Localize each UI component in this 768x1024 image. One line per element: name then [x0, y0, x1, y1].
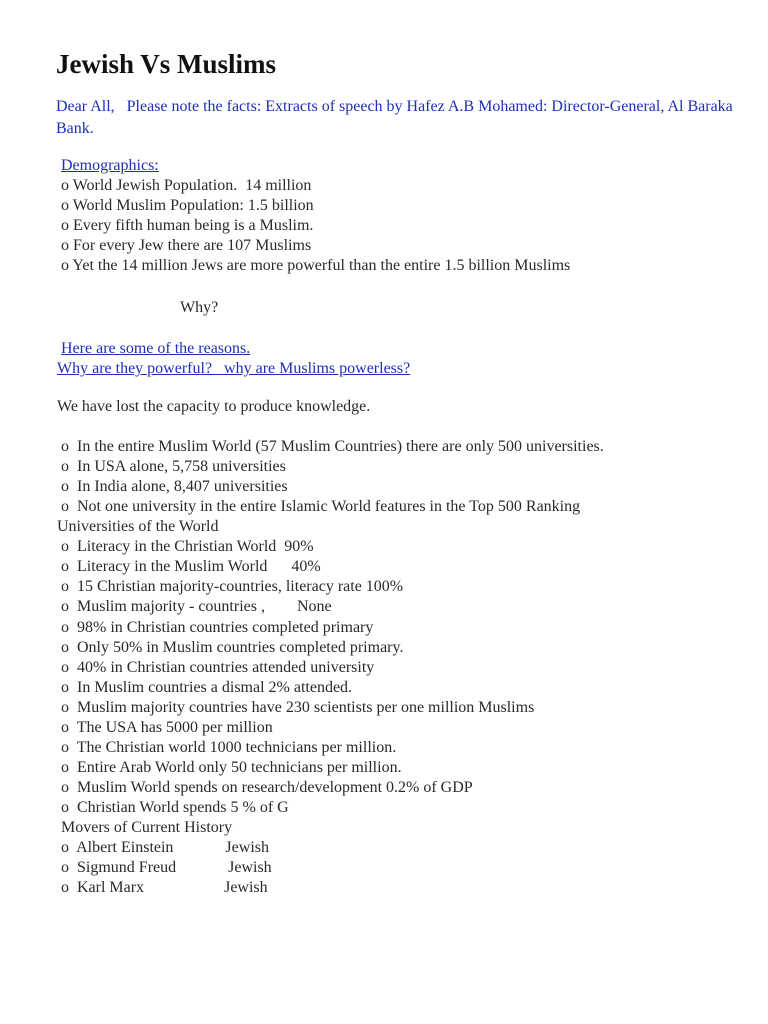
fact-item: o In Muslim countries a dismal 2% attended.: [57, 678, 353, 696]
intro-paragraph: [56, 96, 736, 140]
demographics-item: o World Muslim Population: 1.5 billion: [61, 197, 314, 214]
fact-item: o Not one university in the entire Islamic World features in the Top 500 Ranking: [57, 498, 581, 516]
fact-item: o Entire Arab World only 50 technicians per million.: [57, 758, 402, 776]
demographics-item: o Every fifth human being is a Muslim.: [61, 217, 314, 234]
fact-item: o In USA alone, 5,758 universities: [57, 458, 286, 476]
why-question: Why?: [180, 299, 219, 316]
fact-item: o Albert Einstein Jewish: [57, 839, 269, 856]
fact-item: o Literacy in the Christian World 90%: [57, 538, 314, 556]
page-title: Jewish Vs Muslims: [56, 49, 277, 79]
fact-item: o Only 50% in Muslim countries completed primary.: [57, 638, 404, 656]
fact-item: o In the entire Muslim World (57 Muslim Countries) there are only 500 universities.: [57, 438, 604, 455]
fact-item: o Karl Marx Jewish: [57, 879, 268, 897]
demographics-item: o World Jewish Population. 14 million: [61, 177, 312, 194]
greeting: Dear All,: [56, 98, 115, 115]
demographics-item: o Yet the 14 million Jews are more powerful than the entire 1.5 billion Muslims: [61, 257, 571, 274]
fact-item: o 98% in Christian countries completed primary: [57, 618, 374, 636]
fact-item: o In India alone, 8,407 universities: [57, 478, 288, 496]
knowledge-intro: We have lost the capacity to produce knowledge.: [57, 398, 371, 415]
fact-item: o Literacy in the Muslim World 40%: [57, 558, 321, 576]
fact-item: o Sigmund Freud Jewish: [57, 859, 272, 876]
intro-text: Please note the facts: Extracts of speech by Hafez A.B Mohamed: Director-General, Al Baraka Bank.: [56, 98, 733, 137]
fact-item: o The USA has 5000 per million: [57, 718, 273, 736]
fact-item: o Muslim World spends on research/development 0.2% of GDP: [57, 778, 473, 796]
fact-item: o 15 Christian majority-countries, literacy rate 100%: [57, 578, 404, 596]
fact-item: o Christian World spends 5 % of G: [57, 798, 289, 816]
demographics-item: o For every Jew there are 107 Muslims: [61, 237, 312, 254]
fact-item: o Muslim majority countries have 230 scientists per one million Muslims: [57, 698, 535, 716]
fact-item: Movers of Current History: [57, 819, 233, 836]
fact-item: Universities of the World: [57, 518, 219, 536]
fact-item: o The Christian world 1000 technicians per million.: [57, 738, 397, 756]
reasons-subheading[interactable]: Why are they powerful? why are Muslims powerless?: [57, 360, 411, 377]
fact-item: o Muslim majority - countries , None: [57, 598, 332, 616]
demographics-heading[interactable]: Demographics:: [61, 157, 159, 174]
reasons-heading[interactable]: Here are some of the reasons.: [61, 340, 251, 357]
fact-item: o 40% in Christian countries attended university: [57, 658, 375, 676]
